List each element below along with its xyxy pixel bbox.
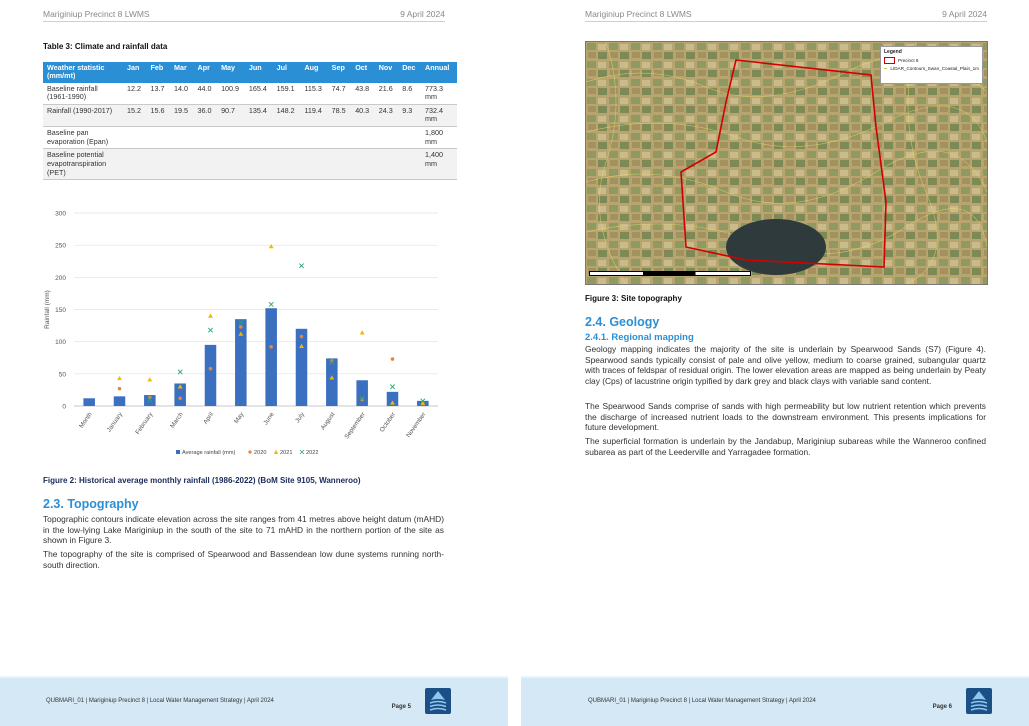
page-header [43, 9, 445, 22]
table-row [43, 149, 457, 180]
figure-3-caption: Figure 3: Site topography [585, 294, 682, 303]
marker-2022 [299, 264, 303, 268]
col-header: Dec [398, 62, 421, 83]
table-cell: 115.3 [300, 83, 327, 105]
page-footer [0, 676, 508, 726]
legend-label: 2021 [280, 450, 293, 456]
x-tick-label: June [262, 411, 276, 427]
page-number: Page 5 [391, 704, 411, 710]
table-cell: 13.7 [147, 83, 171, 105]
legend-item [884, 66, 979, 71]
table-cell: 15.2 [123, 104, 147, 126]
table-cell: Baseline pan evaporation (Epan) [43, 127, 123, 149]
table-cell: 773.3 mm [421, 83, 457, 105]
legend-label: Average rainfall (mm) [182, 450, 236, 456]
geology-paragraph-2: The Spearwood Sands comprise of sands with high permeability but low nutrient retention which prevents the discharge of increased nutrient loads to the downstream environment. This presents implications for future development. [585, 401, 986, 432]
table-cell: Rainfall (1990-2017) [43, 104, 123, 126]
header-date: 9 April 2024 [400, 9, 445, 19]
page-header [585, 9, 987, 22]
table-cell: 24.3 [375, 104, 399, 126]
table-cell: Baseline potential evapotranspiration (PET) [43, 149, 123, 180]
x-tick-label: August [319, 411, 337, 432]
bar [114, 396, 126, 406]
table-cell: 40.3 [351, 104, 375, 126]
table-3-caption: Table 3: Climate and rainfall data [43, 42, 168, 51]
y-tick-label: 250 [55, 242, 66, 250]
table-cell: 12.2 [123, 83, 147, 105]
marker-2020 [118, 387, 122, 391]
table-cell: 36.0 [194, 104, 218, 126]
legend-swatch [248, 450, 251, 453]
x-tick-label: July [293, 411, 307, 425]
col-header: Jun [245, 62, 273, 83]
marker-2021 [269, 244, 274, 248]
figure-2-caption: Figure 2: Historical average monthly rainfall (1986-2022) (BoM Site 9105, Wanneroo) [43, 476, 361, 485]
site-topography-map [585, 41, 988, 285]
col-header: Mar [170, 62, 194, 83]
table-cell: 78.5 [328, 104, 352, 126]
table-cell: 21.6 [375, 83, 399, 105]
legend-item [884, 57, 979, 64]
col-header: Jan [123, 62, 147, 83]
col-header: Aug [300, 62, 327, 83]
x-tick-label: September [343, 411, 367, 441]
marker-2021 [208, 314, 213, 318]
bar [205, 345, 217, 406]
table-cell: 732.4 mm [421, 104, 457, 126]
y-tick-label: 300 [55, 210, 66, 218]
contour-line-swatch-icon [884, 68, 887, 69]
marker-2021 [360, 330, 365, 334]
marker-2020 [178, 396, 182, 400]
header-doc-title: Mariginiup Precinct 8 LWMS [585, 9, 692, 19]
table-cell: 100.9 [217, 83, 245, 105]
table-row [43, 127, 457, 149]
legend-label: LIDAR_Contours_Swan_Coastal_Plain_1m [890, 66, 979, 71]
table-cell: 1,400 mm [421, 149, 457, 180]
col-header: Nov [375, 62, 399, 83]
table-cell: 8.6 [398, 83, 421, 105]
x-tick-label: May [232, 411, 246, 425]
col-header: Jul [273, 62, 301, 83]
marker-2020 [269, 345, 273, 349]
table-cell: 14.0 [170, 83, 194, 105]
topography-paragraph-2: The topography of the site is comprised of Spearwood and Bassendean low dune systems running north-south direction. [43, 549, 444, 570]
x-tick-label: February [134, 411, 155, 436]
footer-text: QUBMARI_01 | Mariginiup Precinct 8 | Local Water Management Strategy | April 2024 [588, 698, 816, 704]
table-cell: 148.2 [273, 104, 301, 126]
table-cell: 19.5 [170, 104, 194, 126]
col-header: Oct [351, 62, 375, 83]
bar [326, 358, 338, 406]
table-cell: Baseline rainfall (1961-1990) [43, 83, 123, 105]
header-doc-title: Mariginiup Precinct 8 LWMS [43, 9, 150, 19]
x-tick-label: Month [78, 411, 94, 430]
company-logo-icon [966, 688, 992, 714]
rainfall-chart [40, 205, 450, 467]
y-tick-label: 150 [55, 307, 66, 314]
section-2-4-1-heading: 2.4.1. Regional mapping [585, 332, 694, 343]
marker-2022 [208, 328, 212, 332]
bar [83, 398, 95, 406]
table-cell: 1,800 mm [421, 127, 457, 149]
table-row [43, 83, 457, 105]
section-2-3-heading: 2.3. Topography [43, 497, 139, 511]
col-header: Sep [328, 62, 352, 83]
legend-swatch [274, 450, 278, 455]
geology-paragraph-3: The superficial formation is underlain by the Jandabup, Mariginiup subareas while the Wanneroo confined subarea as part of the Leederville and Yarragadee formation. [585, 436, 986, 457]
marker-2022 [178, 370, 182, 374]
legend-label: Precinct 8 [898, 58, 919, 63]
legend-label: 2020 [254, 450, 267, 456]
x-tick-label: November [405, 411, 428, 439]
section-2-4-heading: 2.4. Geology [585, 315, 660, 329]
legend-label: 2022 [306, 450, 319, 456]
company-logo-icon [425, 688, 451, 714]
marker-2020 [239, 325, 243, 329]
col-header: Apr [194, 62, 218, 83]
page-number: Page 6 [932, 704, 952, 710]
marker-2022 [390, 385, 394, 389]
table-cell: 119.4 [300, 104, 327, 126]
y-tick-label: 0 [62, 403, 66, 411]
table-row [43, 104, 457, 126]
col-header: May [217, 62, 245, 83]
page-5 [0, 0, 508, 726]
footer-text: QUBMARI_01 | Mariginiup Precinct 8 | Local Water Management Strategy | April 2024 [46, 698, 274, 704]
x-tick-label: January [105, 411, 125, 434]
marker-2020 [209, 367, 213, 371]
table-cell: 165.4 [245, 83, 273, 105]
table-cell: 135.4 [245, 104, 273, 126]
marker-2020 [300, 335, 304, 339]
y-tick-label: 100 [55, 339, 66, 347]
bar [296, 329, 308, 406]
geology-paragraph-1: Geology mapping indicates the majority of the site is underlain by Spearwood Sands (S7) (Figure 4). Spearwood sands typically consist of pale and olive yellow, medium to coarse grained, subangular quartz with traces of feldspar of residual origin. The lower elevation areas are mapped as being underlain by Peaty clay (Cps) of lacustrine origin typified by dark grey and black clays with variable sand content. [585, 344, 986, 386]
legend-swatch [300, 450, 304, 454]
topography-paragraph-1: Topographic contours indicate elevation across the site ranges from 41 metres above height datum (mAHD) in the low-lying Lake Mariginiup in the south of the site to 71 mAHD in the northern portion of the site as shown in Figure 3. [43, 514, 444, 545]
table-cell: 159.1 [273, 83, 301, 105]
header-date: 9 April 2024 [942, 9, 987, 19]
table-cell: 74.7 [328, 83, 352, 105]
col-header: Weather statistic (mm/mt) [43, 62, 123, 83]
table-cell: 15.6 [147, 104, 171, 126]
marker-2022 [269, 302, 273, 306]
table-cell: 43.8 [351, 83, 375, 105]
table-cell-empty [123, 149, 421, 180]
legend-swatch [176, 450, 180, 454]
bar [265, 308, 277, 406]
table-header-row [43, 62, 457, 83]
marker-2021 [147, 377, 152, 381]
page-footer [521, 676, 1029, 726]
precinct-boundary-swatch-icon [884, 57, 895, 64]
x-tick-label: April [202, 411, 216, 426]
table-cell: 90.7 [217, 104, 245, 126]
map-scale-bar [589, 271, 751, 276]
col-header: Feb [147, 62, 171, 83]
page-gutter [508, 0, 521, 726]
bar [356, 380, 368, 406]
climate-rainfall-table [43, 62, 457, 180]
marker-2020 [391, 357, 395, 361]
y-axis-label: Rainfall (mm) [44, 290, 51, 329]
y-tick-label: 200 [55, 274, 66, 282]
col-header: Annual [421, 62, 457, 83]
map-legend [880, 46, 983, 84]
x-tick-label: October [378, 411, 398, 434]
table-cell: 44.0 [194, 83, 218, 105]
marker-2021 [117, 376, 122, 380]
table-cell-empty [123, 127, 421, 149]
x-tick-label: March [169, 411, 185, 430]
legend-title: Legend [884, 49, 902, 55]
y-tick-label: 50 [58, 371, 66, 379]
table-cell: 9.3 [398, 104, 421, 126]
